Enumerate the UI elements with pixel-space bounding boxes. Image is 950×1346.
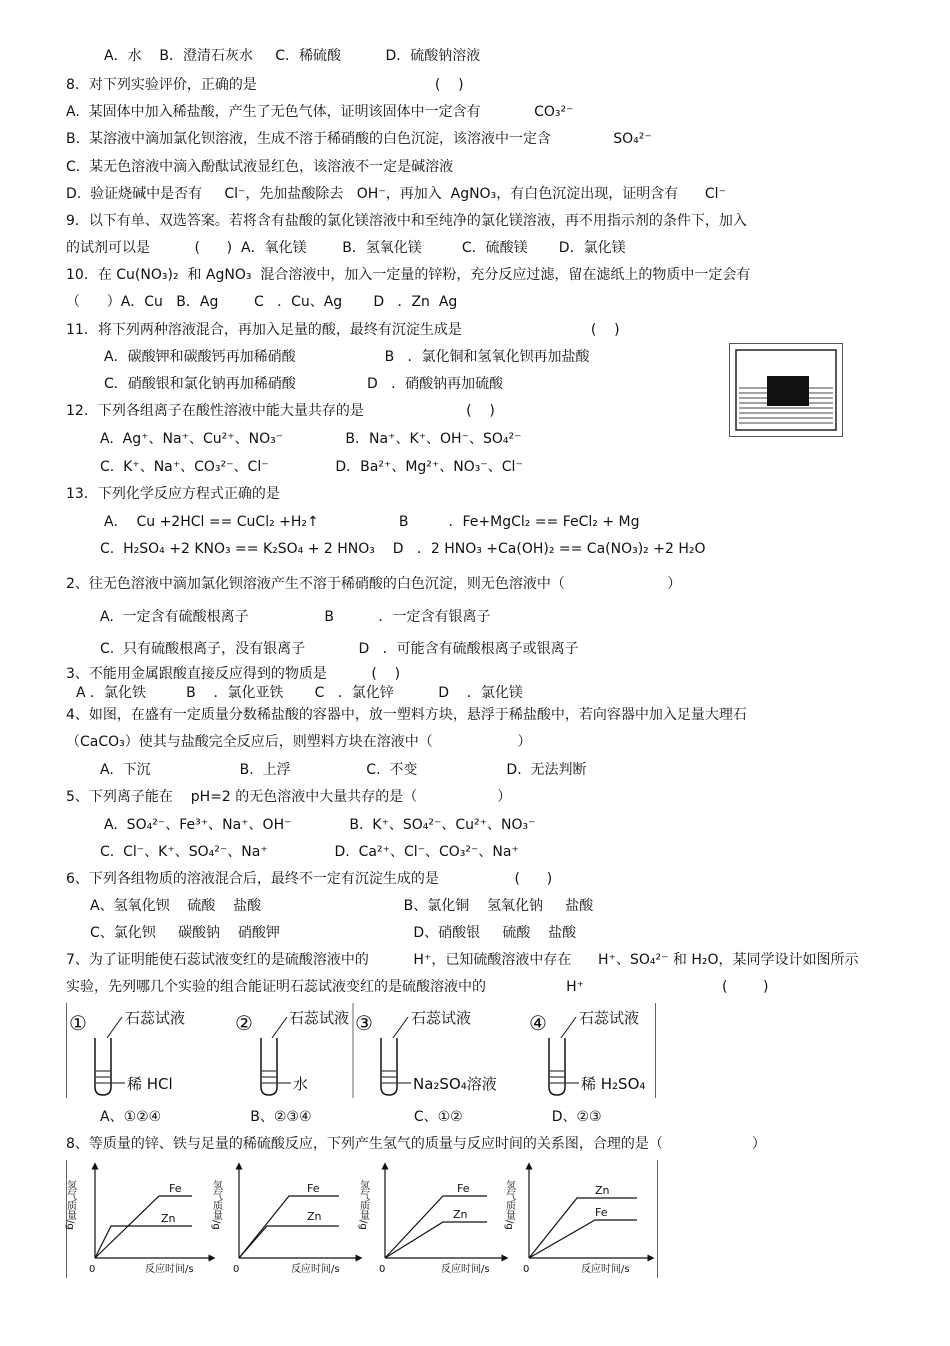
graph-b-upper-label: Fe [307, 1182, 320, 1195]
q5-options-cd: C. Cl⁻、K⁺、SO₄²⁻、Na⁺ D. Ca²⁺、Cl⁻、CO₃²⁻、Na⁺ [100, 844, 519, 860]
q12-options-ab: A. Ag⁺、Na⁺、Cu²⁺、NO₃⁻ B．Na⁺、K⁺、OH⁻、SO₄²⁻ [100, 431, 522, 447]
graph-a-upper-label: Fe [169, 1182, 182, 1195]
q4-stem: 4、如图，在盛有一定质量分数稀盐酸的容器中，放一塑料方块，悬浮于稀盐酸中，若向容器中加入足量大理石 [66, 707, 747, 723]
floating-block-figure [729, 343, 843, 437]
tube-2-bottom-label: 水 [293, 1075, 309, 1093]
graph-b-origin: 0 [233, 1264, 240, 1275]
q13-stem: 13．下列化学反应方程式正确的是 [66, 486, 280, 502]
test-tube-figures [67, 1003, 655, 1098]
test-tube-panel [66, 1003, 656, 1098]
graph-a-lower-line [95, 1226, 192, 1258]
graph-c-lower-line [385, 1222, 487, 1258]
graph-d-origin: 0 [523, 1264, 530, 1275]
q6-stem: 6、下列各组物质的溶液混合后，最终不一定有沉淀生成的是 ( ) [66, 871, 553, 887]
q4-options: A. 下沉 B. 上浮 C. 不变 D. 无法判断 [100, 762, 587, 778]
q3-stem: 3、不能用金属跟酸直接反应得到的物质是 ( ) [66, 666, 401, 682]
q2-options-ab: A. 一定含有硫酸根离子 B ．一定含有银离子 [100, 609, 491, 625]
graph-b-lower-label: Zn [307, 1210, 322, 1223]
q10-stem: 10．在 Cu(NO₃)₂ 和 AgNO₃ 混合溶液中，加入一定量的锌粉，充分反应过滤，留在滤纸上的物质中一定会有 [66, 267, 751, 283]
q6-options-ab: A、氢氧化钡 硫酸 盐酸 B、氯化铜 氢氧化钠 盐酸 [90, 898, 594, 914]
q11-options-cd: C．硝酸银和氯化钠再加稀硝酸 D ．硝酸钠再加硫酸 [104, 376, 504, 392]
graph-c-ylabel: 氢气质量/g [357, 1180, 369, 1230]
graph-a-upper-line [95, 1196, 192, 1258]
q8-option-d: D. 验证烧碱中是否有 Cl⁻，先加盐酸除去 OH⁻，再加入 AgNO₃，有白色沉淀出现，证明含有 Cl⁻ [66, 186, 726, 202]
tube-4-number: ④ [529, 1011, 547, 1035]
graph-a-origin: 0 [89, 1264, 96, 1275]
tube-3-number: ③ [355, 1011, 373, 1035]
q2-stem: 2、往无色溶液中滴加氯化钡溶液产生不溶于稀硝酸的白色沉淀，则无色溶液中（ ） [66, 576, 682, 592]
tube-4 [549, 1038, 565, 1095]
q12-stem: 12．下列各组离子在酸性溶液中能大量共存的是 ( ) [66, 403, 495, 419]
graph-d-xlabel: 反应时间/s [581, 1264, 630, 1275]
graph-c [358, 1166, 506, 1275]
q3-options: A ．氯化铁 B ．氯化亚铁 C ．氯化锌 D ．氯化镁 [76, 685, 523, 701]
graph-c-xlabel: 反应时间/s [441, 1264, 490, 1275]
tube-3-top-label: 石蕊试液 [411, 1009, 472, 1027]
graph-c-lower-label: Zn [453, 1208, 468, 1221]
q8-option-b: B. 某溶液中滴加氯化钡溶液，生成不溶于稀硝酸的白色沉淀，该溶液中一定含 SO₄²⁻ [66, 131, 652, 147]
hydrogen-graphs [64, 1160, 657, 1278]
tube-3-bottom-label: Na₂SO₄溶液 [413, 1075, 497, 1093]
hydrogen-graph-panel [66, 1160, 658, 1278]
q8-option-a: A. 某固体中加入稀盐酸，产生了无色气体，证明该固体中一定含有 CO₃²⁻ [66, 104, 574, 120]
tube-4-bottom-label: 稀 H₂SO₄ [581, 1075, 646, 1093]
tube-1 [95, 1038, 111, 1095]
q8b-stem: 8、等质量的锌、铁与足量的稀硫酸反应，下列产生氢气的质量与反应时间的关系图，合理的是（ ） [66, 1136, 766, 1152]
tube-2-number: ② [235, 1011, 253, 1035]
q11-options-ab: A．碳酸钾和碳酸钙再加稀硝酸 B ．氯化铜和氢氧化钡再加盐酸 [104, 349, 590, 365]
q4-stem-cont: （CaCO₃）使其与盐酸完全反应后，则塑料方块在溶液中（ ） [66, 734, 532, 750]
q8-stem: 8．对下列实验评价，正确的是 ( ) [66, 77, 464, 93]
tube-3 [381, 1038, 397, 1095]
q13-options-ab: A． Cu +2HCl == CuCl₂ +H₂↑ B ．Fe+MgCl₂ == FeCl₂ + Mg [104, 514, 640, 530]
graph-d-lower-label: Fe [595, 1206, 608, 1219]
q7b-options: A、①②④ B、②③④ C、①② D、②③ [100, 1109, 602, 1125]
tube-1-top-label: 石蕊试液 [125, 1009, 186, 1027]
tube-4-top-label: 石蕊试液 [579, 1009, 640, 1027]
graph-a-xlabel: 反应时间/s [145, 1264, 194, 1275]
graph-b-xlabel: 反应时间/s [291, 1264, 340, 1275]
q2-options-cd: C. 只有硫酸根离子，没有银离子 D ．可能含有硫酸根离子或银离子 [100, 641, 579, 657]
q10-options: （ ）A．Cu B．Ag C ．Cu、Ag D ．Zn Ag [66, 294, 458, 310]
q8-option-c: C. 某无色溶液中滴入酚酞试液显红色，该溶液不一定是碱溶液 [66, 159, 454, 175]
graph-c-origin: 0 [379, 1264, 386, 1275]
tube-2-top-label: 石蕊试液 [289, 1009, 350, 1027]
tube-2 [261, 1038, 277, 1095]
q9-stem: 9．以下有单、双选答案。若将含有盐酸的氯化镁溶液中和至纯净的氯化镁溶液，再不用指示剂的条件下，加入 [66, 213, 747, 229]
q7-options: A．水 B．澄清石灰水 C．稀硫酸 D．硫酸钠溶液 [104, 48, 481, 64]
q5-stem: 5、下列离子能在 pH=2 的无色溶液中大量共存的是（ ） [66, 789, 512, 805]
graph-b-upper-line [239, 1196, 339, 1258]
graph-d [504, 1166, 652, 1275]
tube-1-number: ① [69, 1011, 87, 1035]
beaker-illustration [730, 344, 842, 436]
graph-d-lower-line [529, 1220, 637, 1258]
graph-b-ylabel: 氢气质量/g [210, 1180, 222, 1230]
graph-b [211, 1166, 360, 1275]
graph-a-ylabel: 氢气质量/g [64, 1180, 76, 1230]
q5-options-ab: A. SO₄²⁻、Fe³⁺、Na⁺、OH⁻ B. K⁺、SO₄²⁻、Cu²⁺、NO₃⁻ [104, 817, 536, 833]
tube-1-bottom-label: 稀 HCl [127, 1075, 173, 1093]
graph-c-upper-label: Fe [457, 1182, 470, 1195]
q12-options-cd: C. K⁺、Na⁺、CO₃²⁻、Cl⁻ D．Ba²⁺、Mg²⁺、NO₃⁻、Cl⁻ [100, 459, 523, 475]
q7b-stem-cont: 实验，先列哪几个实验的组合能证明石蕊试液变红的是硫酸溶液中的 H⁺ ( ) [66, 979, 769, 995]
q7b-stem: 7、为了证明能使石蕊试液变红的是硫酸溶液中的 H⁺，已知硫酸溶液中存在 H⁺、SO₄²⁻ 和 H₂O，某同学设计如图所示 [66, 952, 859, 968]
q13-options-cd: C. H₂SO₄ +2 KNO₃ == K₂SO₄ + 2 HNO₃ D ．2 HNO₃ +Ca(OH)₂ == Ca(NO₃)₂ +2 H₂O [100, 541, 706, 557]
q11-stem: 11．将下列两种溶液混合，再加入足量的酸，最终有沉淀生成是 ( ) [66, 322, 620, 338]
graph-d-upper-label: Zn [595, 1184, 610, 1197]
graph-a-lower-label: Zn [161, 1212, 176, 1225]
q6-options-cd: C、氯化钡 碳酸钠 硝酸钾 D、硝酸银 硫酸 盐酸 [90, 925, 577, 941]
q9-options: 的试剂可以是 ( ) A．氧化镁 B．氢氧化镁 C．硫酸镁 D．氯化镁 [66, 240, 626, 256]
graph-b-lower-line [239, 1226, 339, 1258]
graph-a [65, 1166, 213, 1275]
graph-d-ylabel: 氢气质量/g [503, 1180, 515, 1230]
plastic-block [767, 376, 809, 406]
